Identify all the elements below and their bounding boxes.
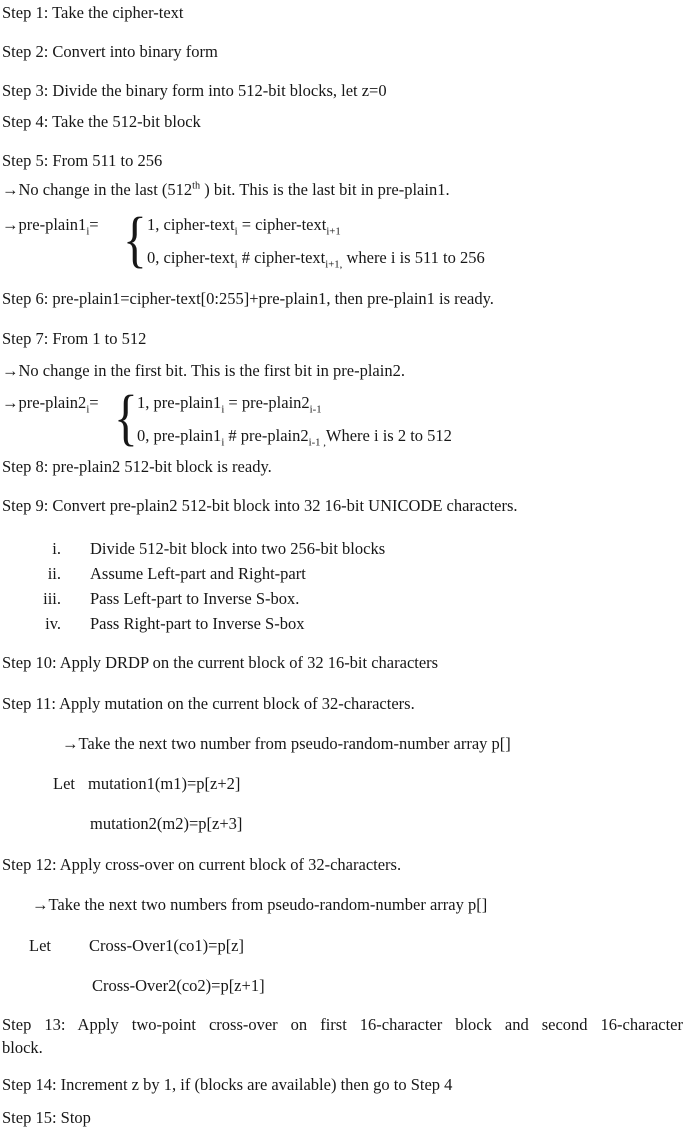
- substep-iii-numeral: iii.: [43, 589, 61, 608]
- arrow-icon: →: [2, 361, 18, 380]
- step-13-text-line2: block.: [2, 1038, 43, 1057]
- pre-plain1-lhs-text: pre-plain1: [18, 215, 87, 234]
- pre-plain2-lhs-text: pre-plain2: [18, 393, 87, 412]
- case-subscript: i+1,: [325, 258, 343, 271]
- step-6-text: Step 6: pre-plain1=cipher-text[0:255]+pre-plain1, then pre-plain1 is ready.: [2, 289, 494, 308]
- step-15-text: Step 15: Stop: [2, 1108, 91, 1127]
- step-4-text: Step 4: Take the 512-bit block: [2, 112, 201, 131]
- step-5-text: Step 5: From 511 to 256: [2, 151, 163, 170]
- step-2-text: Step 2: Convert into binary form: [2, 42, 218, 61]
- pre-plain2-case-2: [137, 426, 452, 449]
- case-text: # pre-plain2: [224, 426, 309, 445]
- crossover-let-row: [29, 936, 244, 956]
- arrow-icon: →: [2, 393, 18, 412]
- substep-ii-numeral: ii.: [47, 564, 61, 583]
- pre-plain1-lhs: [2, 215, 99, 238]
- crossover1-assignment: Cross-Over1(co1)=p[z]: [89, 936, 245, 955]
- case-text: 1, pre-plain1: [137, 393, 222, 412]
- pre-plain1-case-1: [147, 215, 485, 238]
- crossover-arrow-note-text: Take the next two numbers from pseudo-random-number array p[]: [48, 895, 488, 914]
- step-10-text: Step 10: Apply DRDP on the current block of 32 16-bit characters: [2, 653, 439, 672]
- step-7-text: Step 7: From 1 to 512: [2, 329, 147, 348]
- pre-plain1-case-2: [147, 248, 485, 271]
- step-13-text-line1: Step 13: Apply two-point cross-over on first 16-character block and second 16-character: [2, 1015, 683, 1034]
- case-text: = pre-plain2: [224, 393, 310, 412]
- note-last-bit: [2, 180, 450, 200]
- substep-i: [2, 539, 385, 559]
- case-condition: Where i is 2 to 512: [325, 426, 452, 445]
- case-subscript: i-1: [309, 403, 322, 416]
- case-subscript: i: [221, 403, 225, 416]
- arrow-icon: →: [32, 895, 48, 914]
- pre-plain1-formula: [2, 206, 682, 279]
- crossover-arrow-note: [32, 895, 487, 915]
- pre-plain2-lhs-equals: =: [89, 393, 99, 412]
- substep-i-text: Divide 512-bit block into two 256-bit blocks: [90, 539, 386, 558]
- case-subscript: i: [221, 436, 225, 449]
- substep-iv: [2, 614, 304, 634]
- substep-iv-text: Pass Right-part to Inverse S-box: [90, 614, 305, 633]
- pre-plain2-case-1: [137, 393, 452, 416]
- arrow-icon: →: [62, 734, 78, 753]
- superscript-th: th: [192, 180, 201, 192]
- case-brace: {: [123, 206, 147, 274]
- step-8-text: Step 8: pre-plain2 512-bit block is ready.: [2, 457, 272, 476]
- pre-plain1-cases: [147, 215, 485, 281]
- step-12-text: Step 12: Apply cross-over on current block of 32-characters.: [2, 855, 402, 874]
- mutation2-assignment: mutation2(m2)=p[z+3]: [90, 814, 243, 833]
- substep-iii-text: Pass Left-part to Inverse S-box.: [90, 589, 300, 608]
- case-text: 0, pre-plain1: [137, 426, 222, 445]
- mutation-arrow-note-text: Take the next two number from pseudo-random-number array p[]: [78, 734, 511, 753]
- arrow-icon: →: [2, 215, 18, 234]
- step-9-text: Step 9: Convert pre-plain2 512-bit block into 32 16-bit UNICODE characters.: [2, 496, 518, 515]
- case-subscript: i: [234, 258, 238, 271]
- case-text: 1, cipher-text: [147, 215, 235, 234]
- case-brace: {: [114, 384, 138, 452]
- substep-iii: [2, 589, 299, 609]
- arrow-icon: →: [2, 180, 18, 199]
- substep-ii-text: Assume Left-part and Right-part: [90, 564, 306, 583]
- case-subscript: i+1: [326, 225, 341, 238]
- mutation1-assignment: mutation1(m1)=p[z+2]: [88, 774, 241, 793]
- pre-plain2-lhs: [2, 393, 99, 416]
- pre-plain1-lhs-equals: =: [89, 215, 99, 234]
- pre-plain1-lhs-subscript: i: [86, 225, 90, 238]
- note-last-bit-post: ) bit. This is the last bit in pre-plain1.: [200, 180, 450, 199]
- let-keyword: Let: [53, 774, 75, 793]
- case-subscript: i-1 ,: [308, 436, 326, 449]
- case-text: 0, cipher-text: [147, 248, 235, 267]
- pre-plain2-formula: [2, 384, 682, 457]
- pre-plain2-cases: [137, 393, 452, 459]
- step-1-text: Step 1: Take the cipher-text: [2, 3, 184, 22]
- pre-plain2-lhs-subscript: i: [86, 403, 90, 416]
- step-11-text: Step 11: Apply mutation on the current block of 32-characters.: [2, 694, 415, 713]
- substep-iv-numeral: iv.: [45, 614, 61, 633]
- crossover2-assignment: Cross-Over2(co2)=p[z+1]: [92, 976, 265, 995]
- mutation-arrow-note: [62, 734, 511, 754]
- substep-ii: [2, 564, 306, 584]
- let-keyword: Let: [29, 936, 51, 955]
- note-first-bit-text: No change in the first bit. This is the first bit in pre-plain2.: [18, 361, 405, 380]
- case-condition: where i is 511 to 256: [342, 248, 485, 267]
- substep-i-numeral: i.: [52, 539, 61, 558]
- case-text: # cipher-text: [237, 248, 326, 267]
- case-text: = cipher-text: [237, 215, 327, 234]
- note-last-bit-pre: No change in the last (512: [18, 180, 193, 199]
- step-3-text: Step 3: Divide the binary form into 512-bit blocks, let z=0: [2, 81, 387, 100]
- step-14-text: Step 14: Increment z by 1, if (blocks are available) then go to Step 4: [2, 1075, 453, 1094]
- case-subscript: i: [234, 225, 238, 238]
- note-first-bit: [2, 361, 405, 381]
- mutation-let-row: [53, 774, 240, 794]
